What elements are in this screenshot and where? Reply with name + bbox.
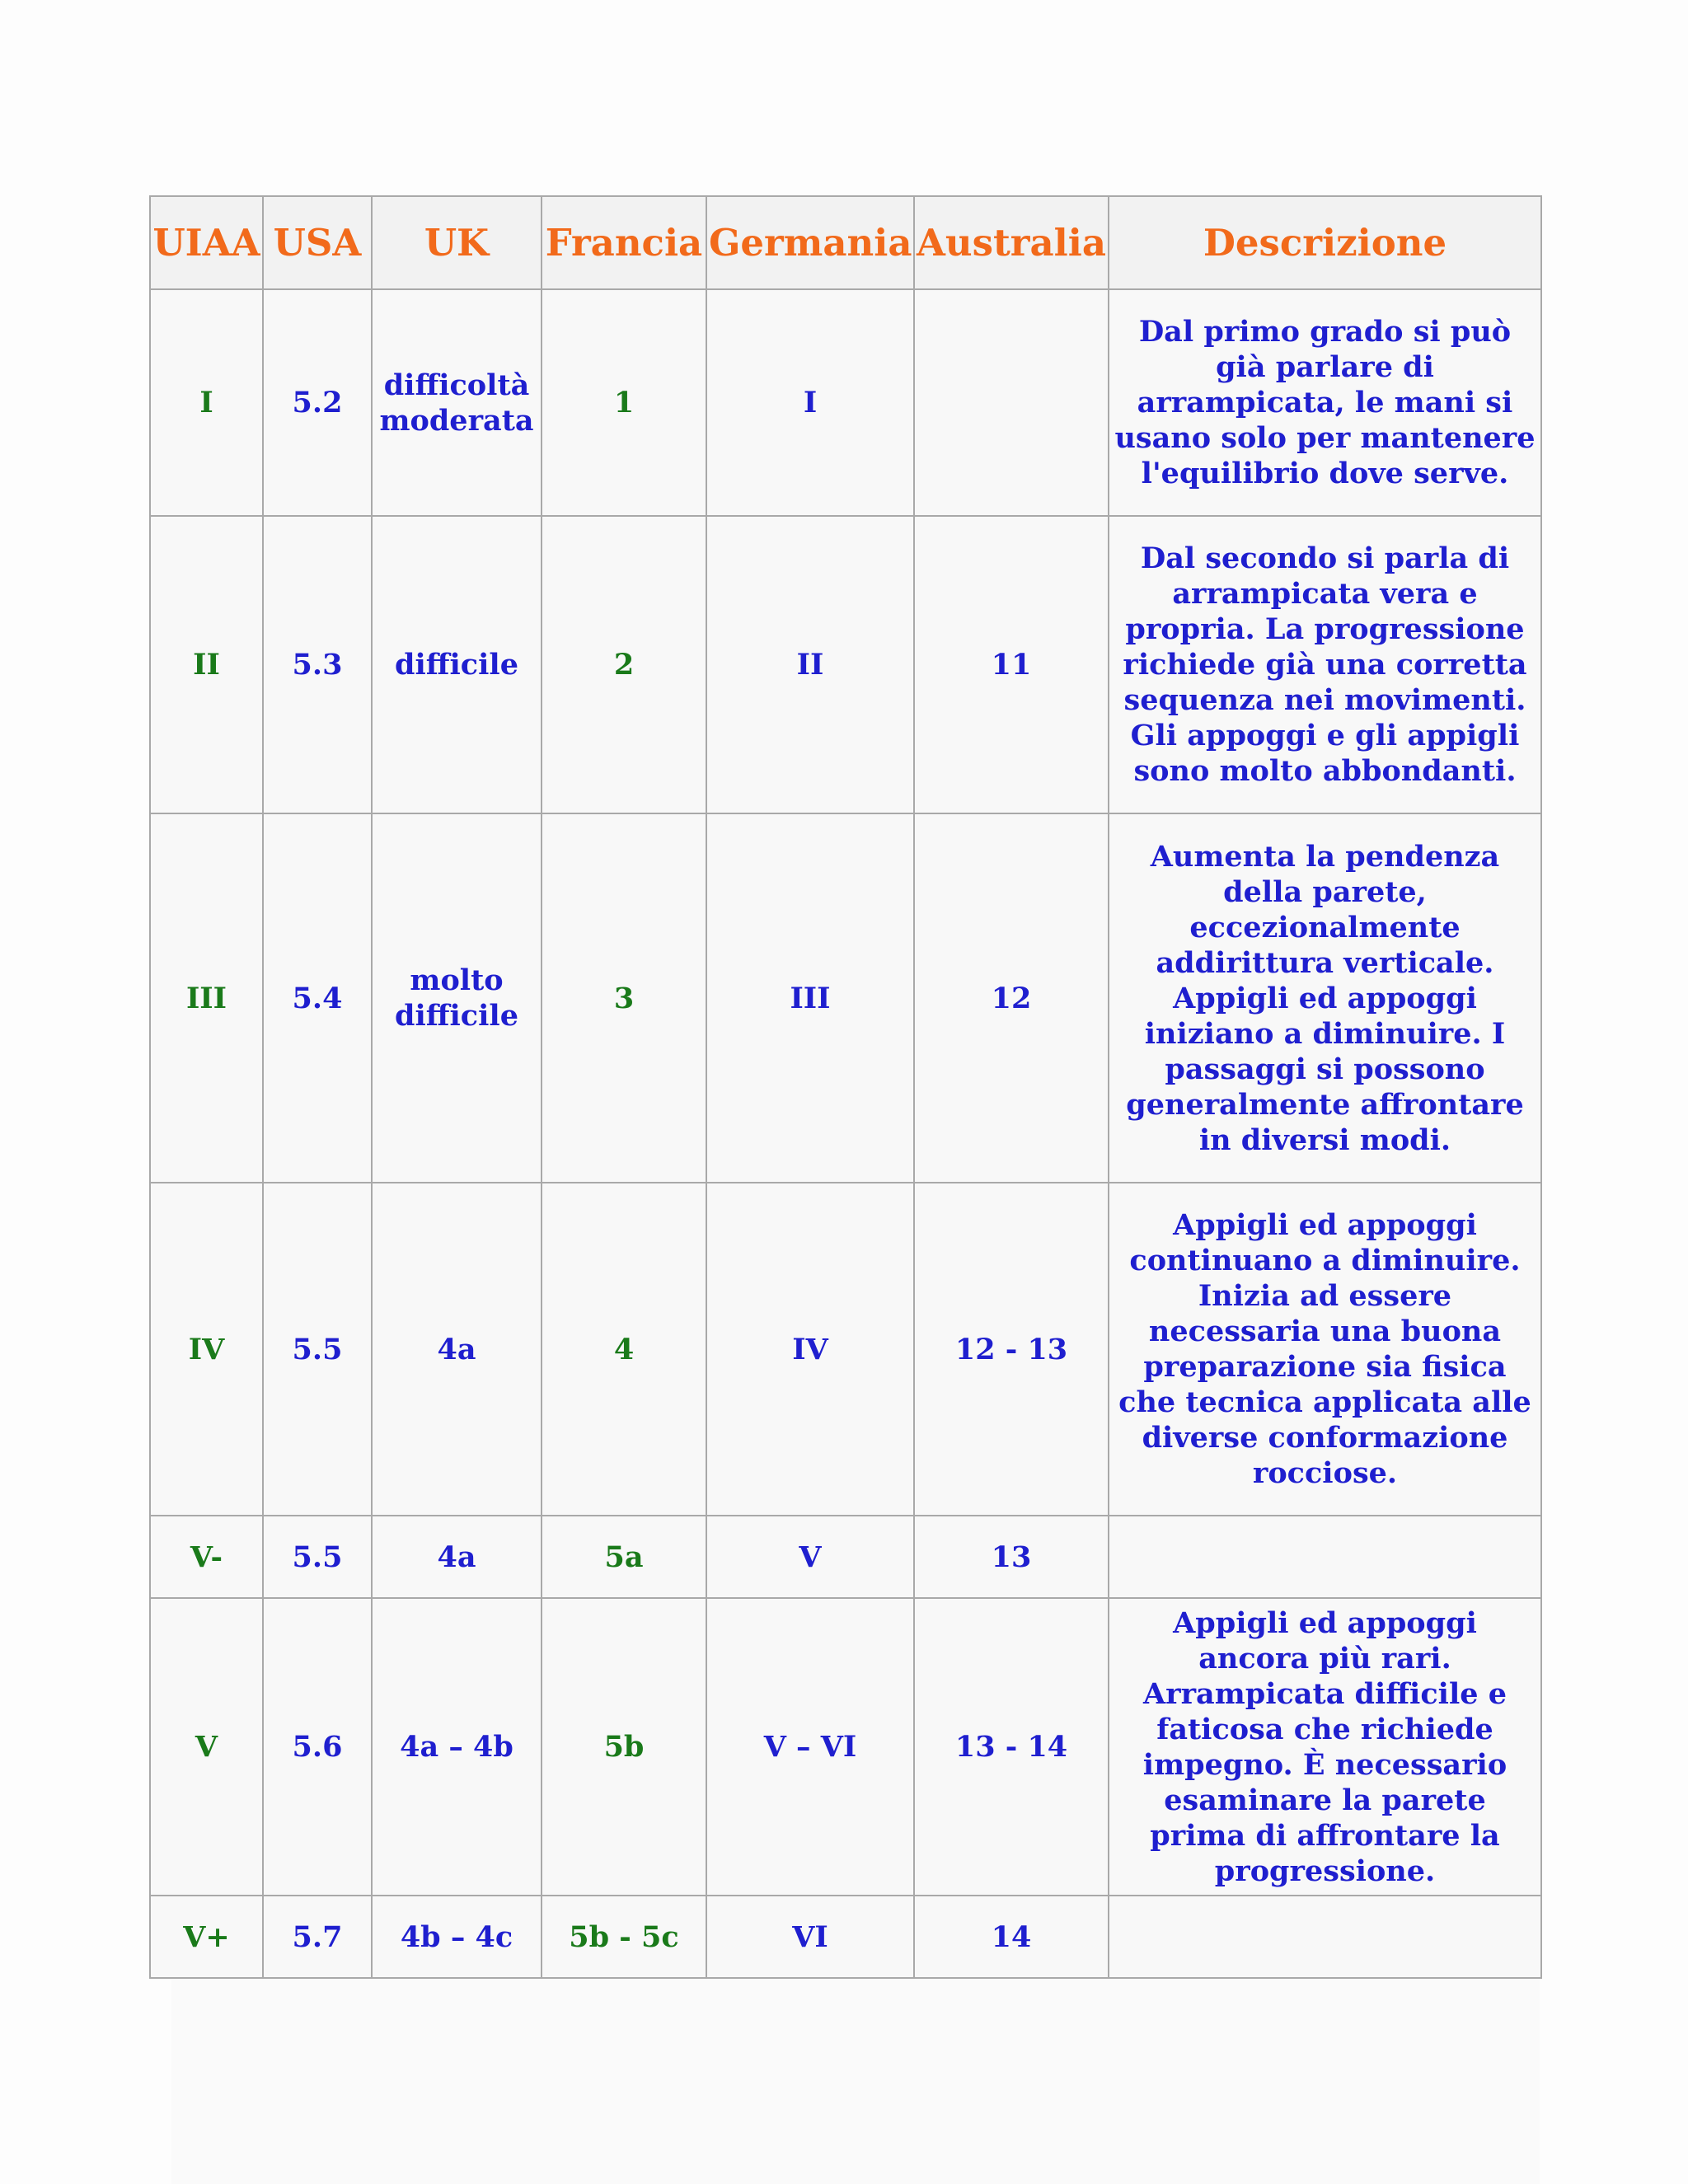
cell-germania: V [706, 1516, 914, 1598]
cell-uk: 4a [372, 1183, 542, 1516]
cell-usa: 5.3 [263, 516, 372, 813]
cell-uk: molto difficile [372, 813, 542, 1183]
table-row [150, 1516, 1541, 1598]
cell-francia: 2 [542, 516, 706, 813]
cell-usa: 5.5 [263, 1183, 372, 1516]
cell-descrizione [1109, 1516, 1541, 1598]
cell-francia: 3 [542, 813, 706, 1183]
cell-descrizione: Dal primo grado si può già parlare di arrampicata, le mani si usano solo per mantenere l'equilibrio dove serve. [1109, 289, 1541, 516]
cell-australia: 13 - 14 [914, 1598, 1109, 1896]
cell-australia [914, 289, 1109, 516]
cell-descrizione [1109, 1896, 1541, 1978]
cell-usa: 5.6 [263, 1598, 372, 1896]
header-francia: Francia [542, 196, 706, 289]
cell-usa: 5.4 [263, 813, 372, 1183]
cell-australia: 11 [914, 516, 1109, 813]
cell-descrizione: Aumenta la pendenza della parete, eccezionalmente addirittura verticale. Appigli ed appoggi iniziano a diminuire. I passaggi si possono generalmente affrontare in diversi modi. [1109, 813, 1541, 1183]
climbing-grades-table [149, 195, 1542, 1979]
cell-germania: III [706, 813, 914, 1183]
cell-uk: difficile [372, 516, 542, 813]
cell-germania: V – VI [706, 1598, 914, 1896]
cell-uiaa: III [150, 813, 263, 1183]
cell-uk: 4a – 4b [372, 1598, 542, 1896]
cell-germania: VI [706, 1896, 914, 1978]
cell-australia: 12 [914, 813, 1109, 1183]
cell-descrizione: Appigli ed appoggi ancora più rari. Arrampicata difficile e faticosa che richiede impegno. È necessario esaminare la parete prima di affrontare la progressione. [1109, 1598, 1541, 1896]
cell-uiaa: V+ [150, 1896, 263, 1978]
table-row [150, 1896, 1541, 1978]
cell-germania: II [706, 516, 914, 813]
table-row [150, 1183, 1541, 1516]
cell-usa: 5.7 [263, 1896, 372, 1978]
header-uiaa: UIAA [150, 196, 263, 289]
cell-uiaa: IV [150, 1183, 263, 1516]
cell-germania: IV [706, 1183, 914, 1516]
cell-francia: 5b - 5c [542, 1896, 706, 1978]
table-row [150, 1598, 1541, 1896]
cell-francia: 1 [542, 289, 706, 516]
header-uk: UK [372, 196, 542, 289]
header-germania: Germania [706, 196, 914, 289]
cell-uiaa: II [150, 516, 263, 813]
page-shade [171, 1978, 1540, 2184]
cell-usa: 5.5 [263, 1516, 372, 1598]
cell-descrizione: Dal secondo si parla di arrampicata vera e propria. La progressione richiede già una corretta sequenza nei movimenti. Gli appoggi e gli appigli sono molto abbondanti. [1109, 516, 1541, 813]
header-australia: Australia [914, 196, 1109, 289]
cell-australia: 13 [914, 1516, 1109, 1598]
cell-germania: I [706, 289, 914, 516]
cell-uiaa: V [150, 1598, 263, 1896]
cell-descrizione: Appigli ed appoggi continuano a diminuire. Inizia ad essere necessaria una buona preparazione sia fisica che tecnica applicata alle diverse conformazione rocciose. [1109, 1183, 1541, 1516]
cell-francia: 5a [542, 1516, 706, 1598]
table-row [150, 516, 1541, 813]
cell-francia: 4 [542, 1183, 706, 1516]
header-row [150, 196, 1541, 289]
cell-uk: 4b – 4c [372, 1896, 542, 1978]
cell-australia: 14 [914, 1896, 1109, 1978]
header-usa: USA [263, 196, 372, 289]
table-row [150, 289, 1541, 516]
cell-uk: 4a [372, 1516, 542, 1598]
cell-usa: 5.2 [263, 289, 372, 516]
cell-uiaa: V- [150, 1516, 263, 1598]
cell-uiaa: I [150, 289, 263, 516]
cell-uk: difficoltà moderata [372, 289, 542, 516]
table-row [150, 813, 1541, 1183]
cell-australia: 12 - 13 [914, 1183, 1109, 1516]
cell-francia: 5b [542, 1598, 706, 1896]
header-descrizione: Descrizione [1109, 196, 1541, 289]
